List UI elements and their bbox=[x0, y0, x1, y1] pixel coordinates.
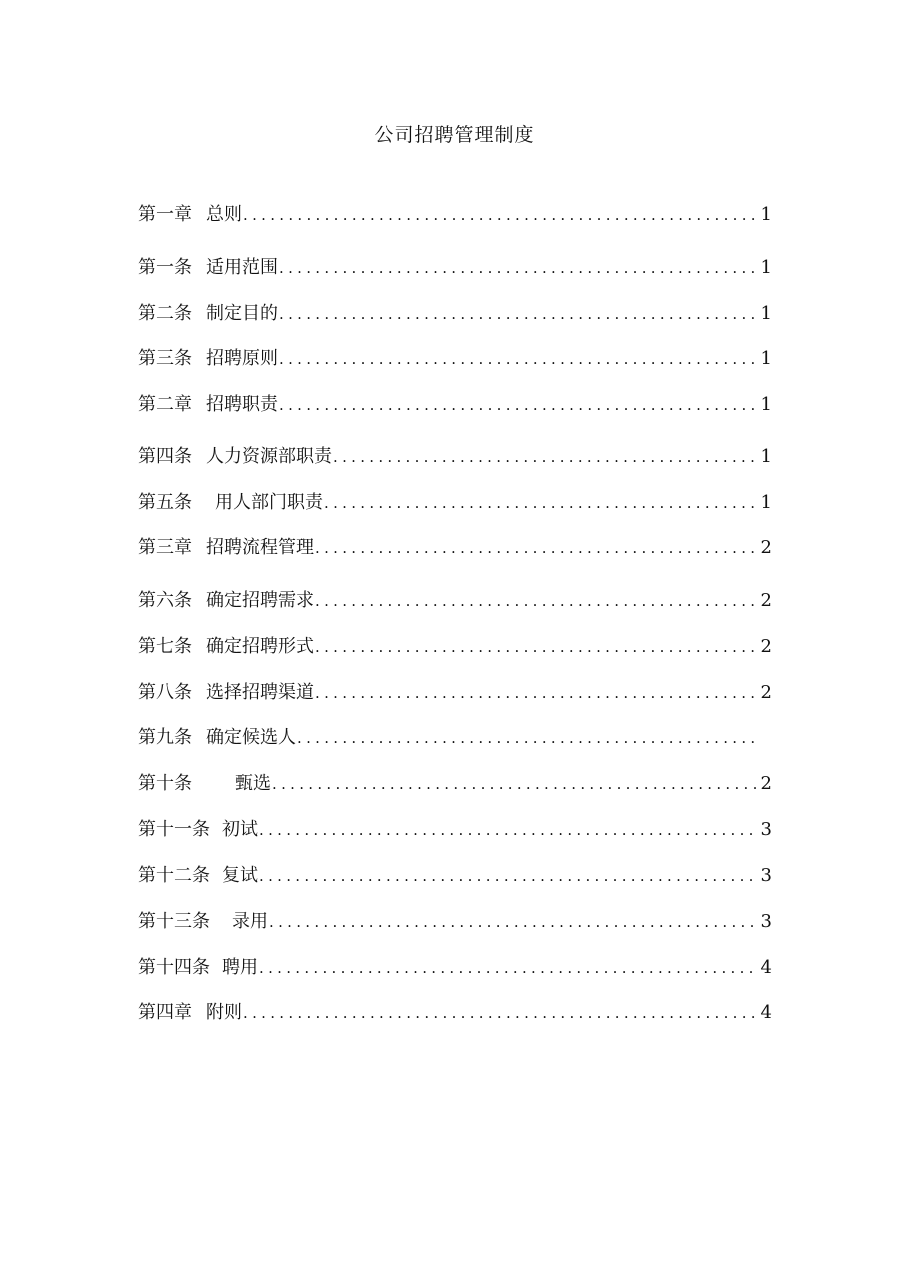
toc-entry[interactable] bbox=[138, 955, 772, 981]
toc-entry-number: 第一章 bbox=[138, 204, 192, 225]
toc-entry-page: 4 bbox=[760, 957, 772, 978]
toc-entry-page: 1 bbox=[760, 257, 772, 278]
toc-dot-leader bbox=[324, 490, 758, 516]
document-title: 公司招聘管理制度 bbox=[374, 124, 535, 146]
toc-entry-title: 确定招聘需求 bbox=[206, 590, 314, 611]
toc-entry-number: 第七条 bbox=[138, 636, 192, 657]
toc-entry[interactable] bbox=[138, 535, 772, 561]
toc-entry[interactable] bbox=[138, 725, 772, 751]
toc-entry-title: 复试 bbox=[222, 865, 258, 886]
toc-dot-leader bbox=[243, 202, 758, 228]
toc-entry-page: 4 bbox=[760, 1002, 772, 1023]
toc-entry-number: 第二条 bbox=[138, 303, 192, 324]
toc-entry[interactable] bbox=[138, 588, 772, 614]
toc-dot-leader bbox=[297, 725, 758, 751]
toc-entry-page: 1 bbox=[760, 492, 772, 513]
toc-entry-page: 2 bbox=[760, 773, 772, 794]
toc-dot-leader bbox=[279, 346, 758, 372]
toc-entry-number: 第六条 bbox=[138, 590, 192, 611]
toc-entry[interactable] bbox=[138, 680, 772, 706]
toc-entry-number: 第三条 bbox=[138, 348, 192, 369]
toc-entry-page: 3 bbox=[760, 819, 772, 840]
toc-dot-leader bbox=[243, 1000, 758, 1026]
toc-entry-number: 第九条 bbox=[138, 727, 192, 748]
toc-entry[interactable] bbox=[138, 909, 772, 935]
toc-entry-page: 3 bbox=[760, 911, 772, 932]
toc-entry-title: 总则 bbox=[206, 204, 242, 225]
toc-dot-leader bbox=[315, 634, 758, 660]
toc-entry-page: 1 bbox=[760, 446, 772, 467]
toc-entry-number: 第四条 bbox=[138, 446, 192, 467]
toc-entry-number: 第十二条 bbox=[138, 865, 210, 886]
toc-entry-number: 第十一条 bbox=[138, 819, 210, 840]
toc-dot-leader bbox=[259, 955, 758, 981]
toc-dot-leader bbox=[279, 255, 758, 281]
toc-entry-page: 1 bbox=[760, 204, 772, 225]
toc-entry-page: 3 bbox=[760, 865, 772, 886]
toc-dot-leader bbox=[279, 301, 758, 327]
toc-entry[interactable] bbox=[138, 634, 772, 660]
toc-entry[interactable] bbox=[138, 1000, 772, 1026]
toc-dot-leader bbox=[315, 535, 758, 561]
toc-entry-number: 第十四条 bbox=[138, 957, 210, 978]
toc-entry-title: 选择招聘渠道 bbox=[206, 682, 314, 703]
toc-dot-leader bbox=[269, 909, 758, 935]
toc-entry[interactable] bbox=[138, 863, 772, 889]
toc-dot-leader bbox=[315, 588, 758, 614]
toc-entry-title: 附则 bbox=[206, 1002, 242, 1023]
toc-entry[interactable] bbox=[138, 392, 772, 418]
toc-entry-page: 1 bbox=[760, 303, 772, 324]
toc-entry-title: 招聘职责 bbox=[206, 394, 278, 415]
toc-entry-title: 适用范围 bbox=[206, 257, 278, 278]
toc-entry[interactable] bbox=[138, 817, 772, 843]
toc-entry[interactable] bbox=[138, 346, 772, 372]
toc-entry[interactable] bbox=[138, 490, 772, 516]
toc-dot-leader bbox=[259, 817, 758, 843]
toc-entry[interactable] bbox=[138, 301, 772, 327]
toc-entry-number: 第八条 bbox=[138, 682, 192, 703]
toc-entry-page: 2 bbox=[760, 590, 772, 611]
toc-entry[interactable] bbox=[138, 444, 772, 470]
toc-entry-title: 制定目的 bbox=[206, 303, 278, 324]
toc-dot-leader bbox=[259, 863, 758, 889]
toc-entry-title: 聘用 bbox=[222, 957, 258, 978]
toc-dot-leader bbox=[315, 680, 758, 706]
toc-dot-leader bbox=[279, 392, 758, 418]
toc-entry[interactable] bbox=[138, 255, 772, 281]
toc-entry-title: 用人部门职责 bbox=[215, 492, 323, 513]
toc-entry-page: 2 bbox=[760, 682, 772, 703]
toc-entry-number: 第十三条 bbox=[138, 911, 210, 932]
toc-entry-number: 第十条 bbox=[138, 773, 192, 794]
toc-entry-page: 2 bbox=[760, 636, 772, 657]
toc-entry-title: 招聘流程管理 bbox=[206, 537, 314, 558]
toc-dot-leader bbox=[333, 444, 758, 470]
toc-entry-number: 第五条 bbox=[138, 492, 192, 513]
toc-entry-title: 初试 bbox=[222, 819, 258, 840]
toc-entry-title: 确定招聘形式 bbox=[206, 636, 314, 657]
toc-entry-number: 第二章 bbox=[138, 394, 192, 415]
toc-entry-title: 录用 bbox=[232, 911, 268, 932]
toc-entry[interactable] bbox=[138, 202, 772, 228]
toc-entry-number: 第一条 bbox=[138, 257, 192, 278]
toc-entry-title: 确定候选人 bbox=[206, 727, 296, 748]
toc-dot-leader bbox=[272, 771, 758, 797]
toc-entry-page: 1 bbox=[760, 348, 772, 369]
toc-entry-title: 人力资源部职责 bbox=[206, 446, 332, 467]
toc-entry[interactable] bbox=[138, 771, 772, 797]
toc-entry-title: 招聘原则 bbox=[206, 348, 278, 369]
toc-entry-page: 2 bbox=[760, 537, 772, 558]
toc-entry-number: 第四章 bbox=[138, 1002, 192, 1023]
toc-entry-title: 甄选 bbox=[235, 773, 271, 794]
toc-entry-number: 第三章 bbox=[138, 537, 192, 558]
toc-entry-page: 1 bbox=[760, 394, 772, 415]
